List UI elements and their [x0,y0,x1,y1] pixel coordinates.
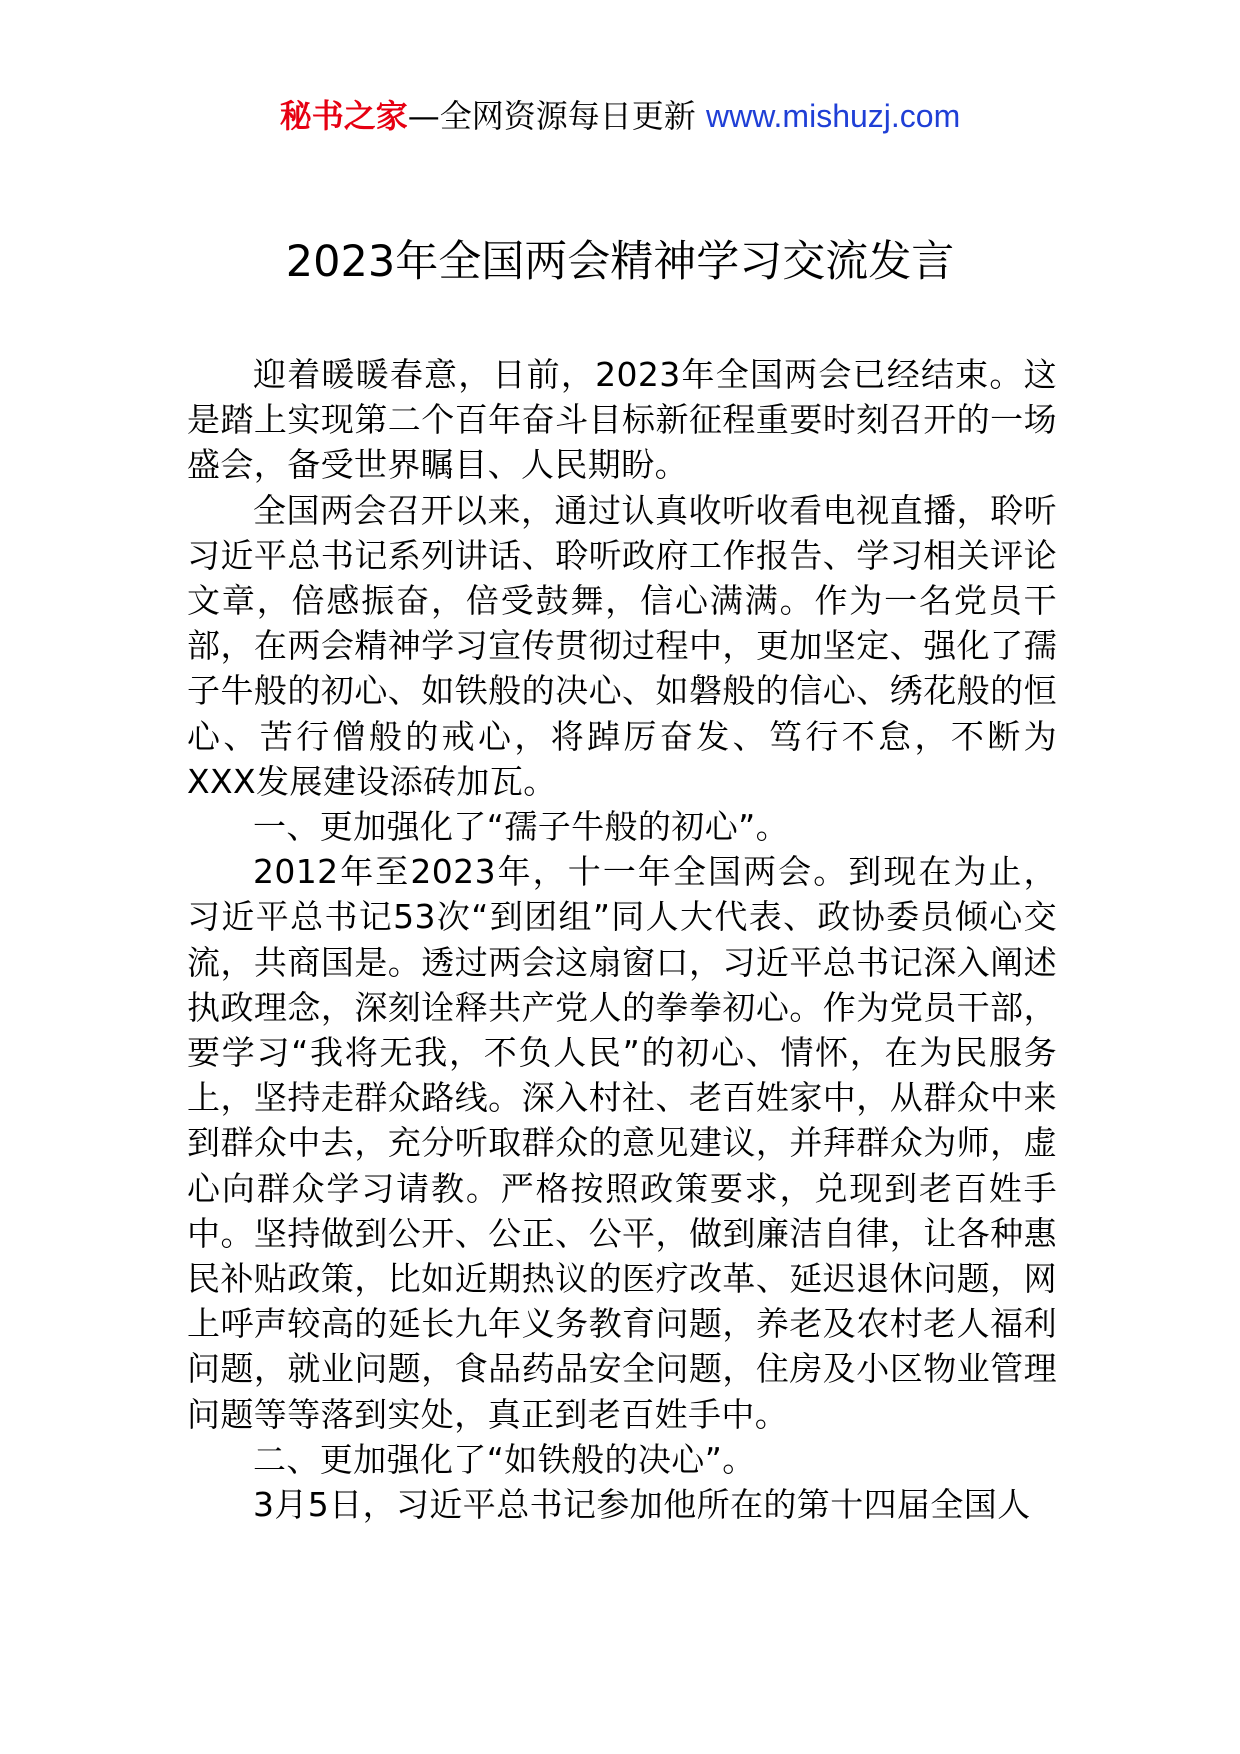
paragraph-section-2: 3月5日，习近平总书记参加他所在的第十四届全国人 [253,1485,1031,1525]
paragraph-section-1: 2012年至2023年，十一年全国两会。到现在为止，习近平总书记53次“到团组”同人大代表、政协委员倾心交流，共商国是。透过两会这扇窗口，习近平总书记深入阐述执政理念，深刻诠释共产党人的拳拳初心。作为党员干部，要学习“我将无我，不负人民”的初心、情怀，在为民服务上，坚持走群众路线。深入村社、老百姓家中，从群众中来到群众中去，充分听取群众的意见建议，并拜群众为师，虚心向群众学习请教。严格按照政策要求，兑现到老百姓手中。坚持做到公开、公正、公平，做到廉洁自律，让各种惠民补贴政策，比如近期热议的医疗改革、延迟退休问题，网上呼声较高的延长九年义务教育问题，养老及农村老人福利问题，就业问题，食品药品安全问题，住房及小区物业管理问题等等落到实处，真正到老百姓手中。 [187,852,1057,1434]
document-body [187,352,1057,1527]
section-heading-2: 二、更加强化了“如铁般的决心”。 [253,1439,756,1479]
paragraph-overview: 全国两会召开以来，通过认真收听收看电视直播，聆听习近平总书记系列讲话、聆听政府工作报告、学习相关评论文章，倍感振奋，倍受鼓舞，信心满满。作为一名党员干部，在两会精神学习宣传贯彻过程中，更加坚定、强化了孺子牛般的初心、如铁般的决心、如磐般的信心、绣花般的恒心、苦行僧般的戒心，将踔厉奋发、笃行不怠，不断为XXX发展建设添砖加瓦。 [187,490,1057,801]
site-header [0,96,1240,136]
document-title: 2023年全国两会精神学习交流发言 [285,237,955,287]
section-heading-1: 一、更加强化了“孺子牛般的初心”。 [253,807,789,847]
site-brand: 秘书之家 [279,97,408,135]
site-slogan: —全网资源每日更新 [407,97,706,135]
site-url-link[interactable]: www.mishuzj.com [705,98,961,134]
paragraph-intro: 迎着暖暖春意，日前，2023年全国两会已经结束。这是踏上实现第二个百年奋斗目标新征程重要时刻召开的一场盛会，备受世界瞩目、人民期盼。 [187,355,1057,485]
